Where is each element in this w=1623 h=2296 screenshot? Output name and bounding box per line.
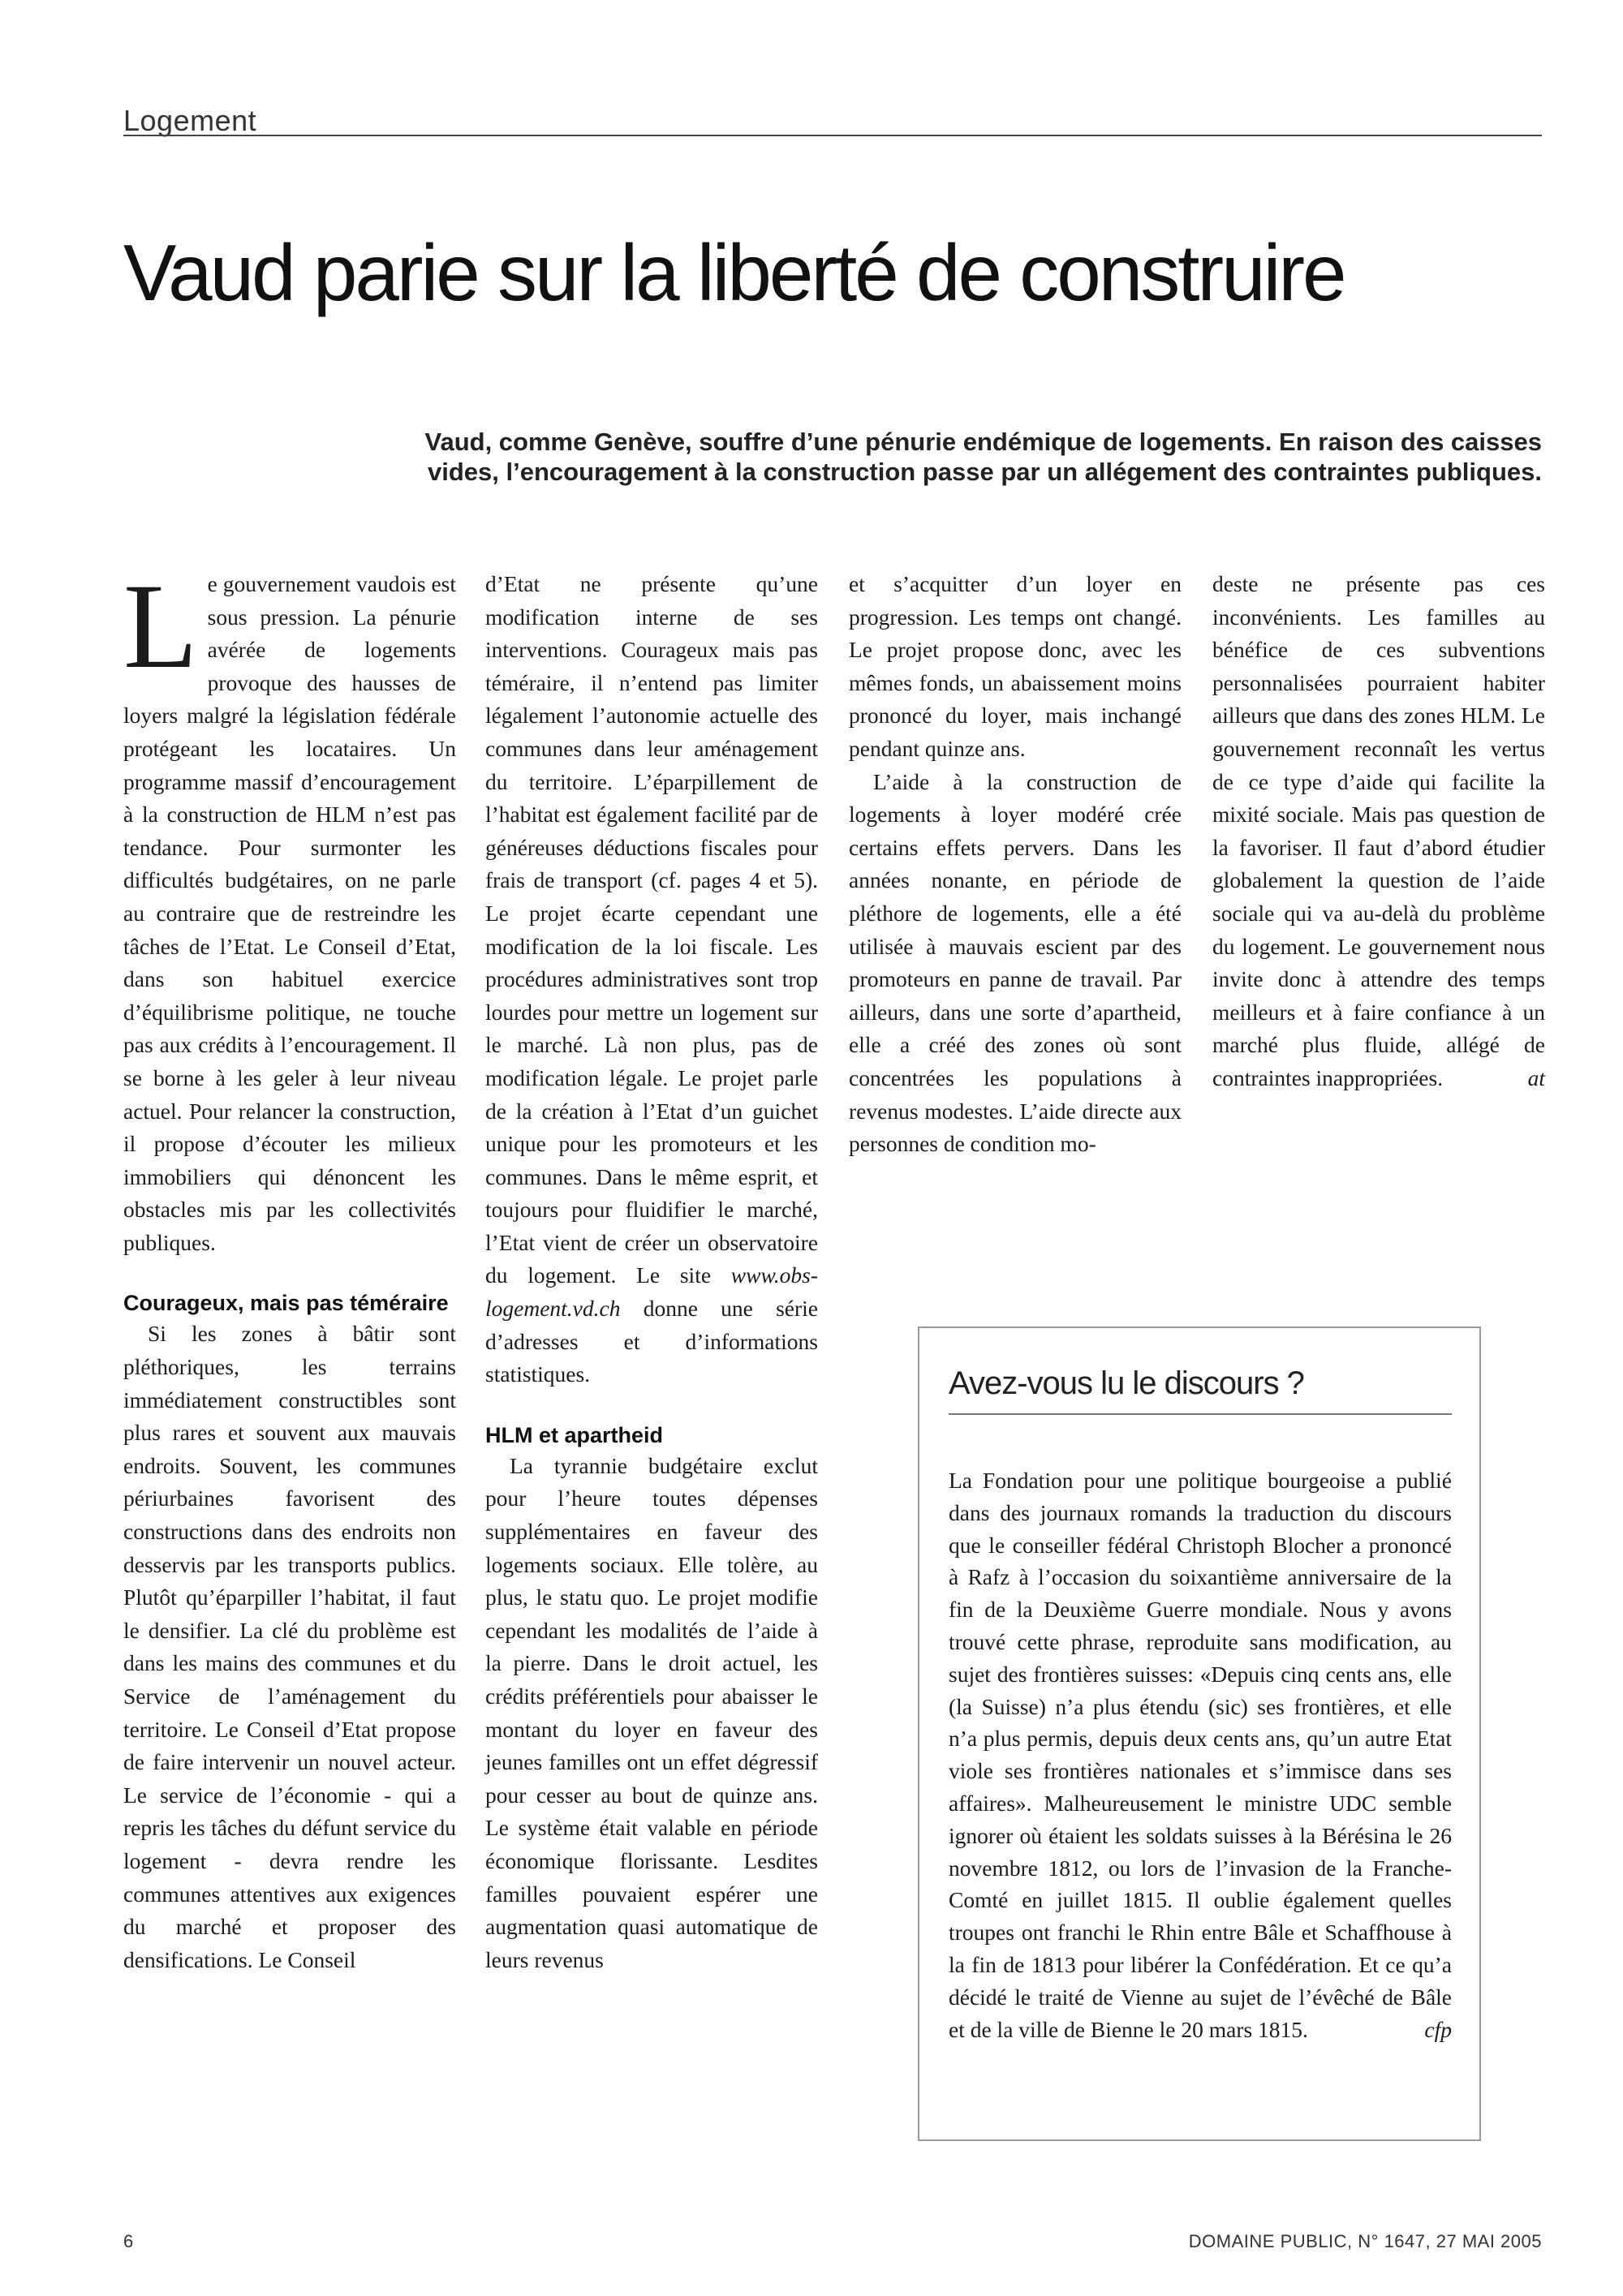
modeste-text: deste ne présente pas ces inconvénients. Les familles au bénéfice de ces subventions personnalisées pourraient habiter ailleurs que dans des zones HLM. Le gouvernement reconnaît les vertus de ce type d’aide qui facilite la mixité sociale. Mais pas question de la favoriser. Il faut d’abord étudier globalement la question de l’aide sociale qui va au-delà du problème du logement. Le gouvernement nous invite donc à attendre des temps meilleurs et à faire confiance à un marché plus fluide, allégé de contraintes inappropriées.: [1212, 571, 1545, 1090]
box-signature: cfp: [1424, 2016, 1452, 2042]
paragraph-zones: Si les zones à bâtir sont pléthoriques, les terrains immédiatement constructibles sont plus rares et souvent aux mauvais endroits. Souvent, les communes périurbaines favorisent des constructions dans des endroits non desservis par les transports publics. Plutôt qu’éparpiller l’habitat, il faut le densifier. La clé du problème est dans les mains des communes et du Service de l’aménagement du territoire. Le Conseil d’Etat propose de faire intervenir un nouvel acteur. Le service de l’économie - qui a repris les tâches du défunt service du logement - devra rendre les communes attentives aux exigences du marché et proposer des densifications. Le Conseil: [123, 1321, 456, 1972]
column-2: [485, 568, 818, 1976]
intro-text: e gouvernement vaudois est sous pression. La pénurie avérée de logements provoque des hausses de loyers malgré la législation fédérale protégeant les locataires. Un programme massif d’encouragement à la construction de HLM n’est pas tendance. Pour surmonter les difficultés budgétaires, on ne parle au contraire que de restreindre les tâches de l’Etat. Le Conseil d’Etat, dans son habituel exercice d’équilibrisme politique, ne touche pas aux crédits à l’encouragement. Il se borne à les geler à leur niveau actuel. Pour relancer la construction, il propose d’écouter les milieux immobiliers qui dénoncent les obstacles mis par les collectivités publiques.: [123, 571, 456, 1255]
site-link[interactable]: www.obs-logement.vd.ch: [485, 1262, 818, 1322]
etat-text-end: donne une série d’adresses et d’informations statistiques.: [485, 1296, 818, 1387]
box-title: Avez-vous lu le discours ?: [949, 1365, 1452, 1415]
paragraph-etat: [485, 568, 818, 1391]
page-number: 6: [123, 2231, 134, 2251]
paragraph-loyer: et s’acquitter d’un loyer en progression. Les temps ont changé. Le projet propose donc, avec les mêmes fonds, un abaissement moins prononcé du loyer, mais inchangé pendant quinze ans.: [849, 571, 1182, 761]
etat-text: d’Etat ne présente qu’une modification interne de ses interventions. Courageux mais pas téméraire, il n’entend pas limiter légalement l’autonomie actuelle des communes dans leur aménagement du territoire. L’éparpillement de l’habitat est également facilité par de généreuses déductions fiscales pour frais de transport (cf. pages 4 et 5). Le projet écarte cependant une modification de la loi fiscale. Les procédures administratives sont trop lourdes pour mettre un logement sur le marché. Là non plus, pas de modification légale. Le projet parle de la création à l’Etat d’un guichet unique pour les promoteurs et les communes. Dans le même esprit, et toujours pour fluidifier le marché, l’Etat vient de créer un observatoire du logement. Le site: [485, 571, 818, 1288]
box-body: [949, 1464, 1452, 2045]
header-rule: [123, 135, 1542, 136]
box-paragraph: [949, 1464, 1452, 2045]
drop-cap: L: [123, 559, 198, 694]
publication-info: DOMAINE PUBLIC, N° 1647, 27 MAI 2005: [1188, 2231, 1542, 2251]
box-text: La Fondation pour une politique bourgeoise a publié dans des journaux romands la traduction du discours que le conseiller fédéral Christoph Blocher a prononcé à Rafz à l’occasion du soixantième anniversaire de la fin de la Deuxième Guerre mondiale. Nous y avons trouvé cette phrase, reproduite sans modification, au sujet des frontières suisses: «Depuis cinq cents ans, elle (la Suisse) n’a plus étendu (sic) ses frontières, et elle n’a plus permis, depuis deux cents ans, qu’un autre Etat viole ses frontières nationales et s’immisce dans ses affaires». Malheureusement le ministre UDC semble ignorer où étaient les soldats suisses à la Bérésina le 26 novembre 1812, ou lors de l’invasion de la Franche-Comté en juillet 1815. Il oublie également quelles troupes ont franchi le Rhin entre Bâle et Schaffhouse à la fin de 1813 pour libérer la Confédération. Et ce qu’a décidé le traité de Vienne au sujet de l’évêché de Bâle et de la ville de Bienne le 20 mars 1815.: [949, 1468, 1452, 2042]
subheading-courageux: Courageux, mais pas téméraire: [123, 1291, 449, 1316]
column-1: [123, 559, 456, 1976]
column-4: [1212, 568, 1545, 1095]
subheading-hlm: HLM et apartheid: [485, 1422, 664, 1447]
sidebar-box: [918, 1326, 1481, 2141]
article-signature: at: [1527, 1064, 1545, 1090]
paragraph-tyrannie: La tyrannie budgétaire exclut pour l’heure toutes dépenses supplémentaires en faveur des logements sociaux. Elle tolère, au plus, le statu quo. Le projet modifie cependant les modalités de l’aide à la pierre. Dans le droit actuel, les crédits préférentiels pour abaisser le montant du loyer en faveur des jeunes familles ont un effet dégressif pour cesser au bout de quinze ans. Le système était valable en période économique florissante. Lesdites familles pouvaient espérer une augmentation quasi automatique de leurs revenus: [485, 1452, 818, 1972]
article-lede: Vaud, comme Genève, souffre d’une pénurie endémique de logements. En raison des caisses vides, l’encouragement à la construction passe par un allégement des contraintes publiques.: [424, 428, 1542, 486]
column-3: [849, 568, 1182, 1161]
paragraph-intro: [123, 559, 456, 1259]
paragraph-aide: L’aide à la construction de logements à loyer modéré crée certains effets pervers. Dans les années nonante, en période de pléthore de logements, elle a été utilisée à mauvais escient par des promoteurs en panne de travail. Par ailleurs, dans une sorte d’apartheid, elle a créé des zones où sont concentrées les populations à revenus modestes. L’aide directe aux personnes de condition mo-: [849, 768, 1182, 1157]
section-label: Logement: [123, 104, 257, 137]
paragraph-modeste: [1212, 568, 1545, 1095]
article-title: Vaud parie sur la liberté de construire: [123, 228, 1345, 317]
